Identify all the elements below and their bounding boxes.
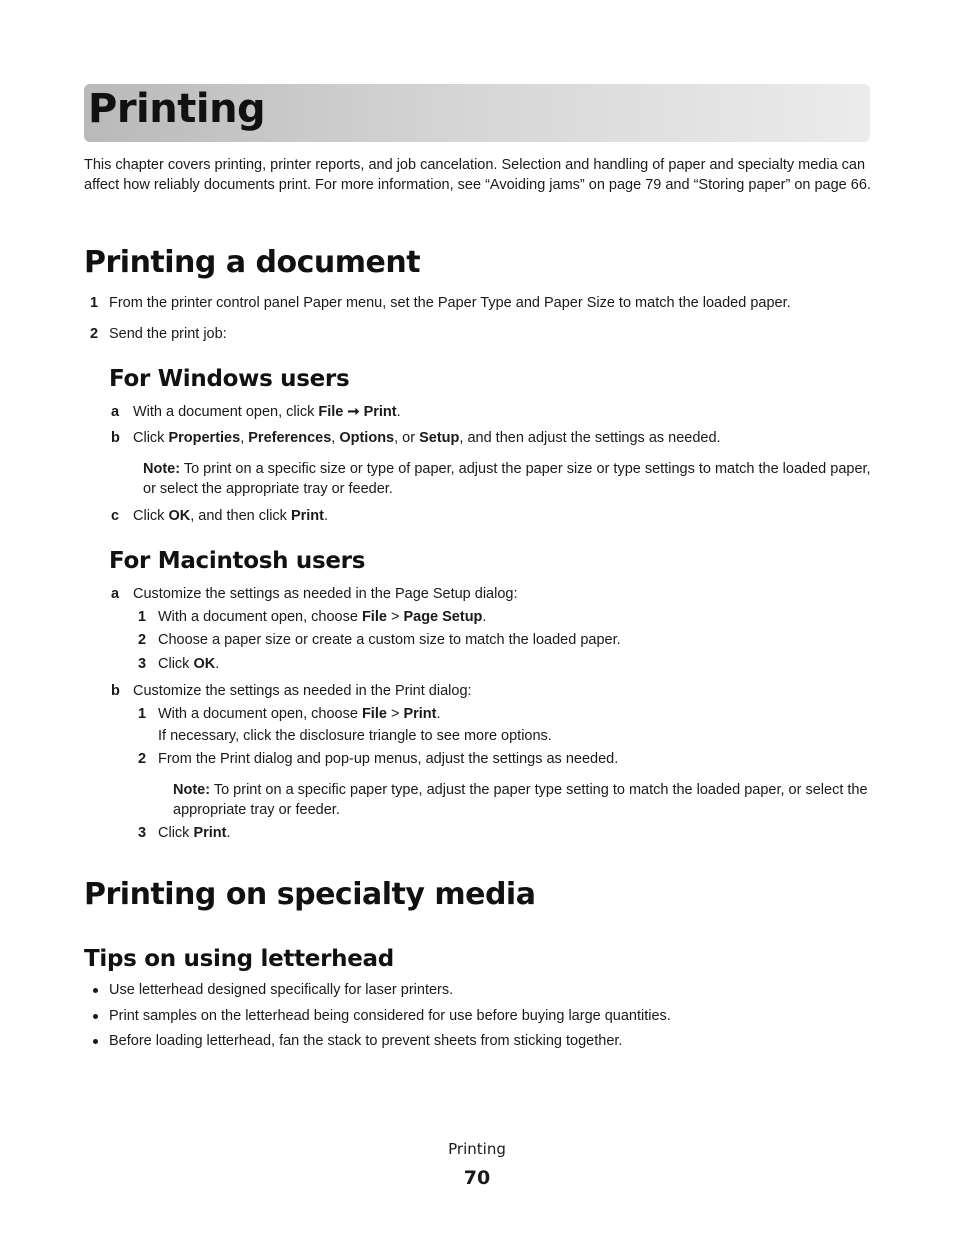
step-text: From the printer control panel Paper menu, set the Paper Type and Paper Size to match the loaded paper. <box>109 295 791 311</box>
list-item: Use letterhead designed specifically for laser printers. <box>109 982 454 998</box>
nested-step-text: Choose a paper size or create a custom size to match the loaded paper. <box>158 632 621 648</box>
list-item: Print samples on the letterhead being considered for use before buying large quantities. <box>109 1008 671 1024</box>
bullet-icon <box>93 988 98 993</box>
arrow-icon: ➞ <box>347 404 360 420</box>
nested-step-text: With a document open, choose File > Print. <box>158 706 441 722</box>
substep-label: a <box>111 404 120 420</box>
nested-step-number: 2 <box>138 751 147 767</box>
subheading-macintosh-users: For Macintosh users <box>109 548 366 574</box>
substep-text: Click Properties, Preferences, Options, or Setup, and then adjust the settings as needed. <box>133 430 721 446</box>
step-number: 1 <box>90 295 99 311</box>
section-heading-printing-document: Printing a document <box>84 245 421 280</box>
bullet-icon <box>93 1014 98 1019</box>
list-item: Before loading letterhead, fan the stack to prevent sheets from sticking together. <box>109 1033 623 1049</box>
subheading-letterhead-tips: Tips on using letterhead <box>84 946 394 972</box>
substep-text: Customize the settings as needed in the Print dialog: <box>133 683 472 699</box>
nested-step-number: 2 <box>138 632 147 648</box>
step-number: 2 <box>90 326 99 342</box>
substep-text: Click OK, and then click Print. <box>133 508 329 524</box>
nested-step-text: From the Print dialog and pop-up menus, adjust the settings as needed. <box>158 751 619 767</box>
bullet-icon <box>93 1039 98 1044</box>
nested-step-text: Click Print. <box>158 825 231 841</box>
footer-chapter-label: Printing <box>448 1140 506 1158</box>
substep-text: Customize the settings as needed in the Page Setup dialog: <box>133 586 518 602</box>
substep-label: b <box>111 430 120 446</box>
page-number: 70 <box>463 1167 491 1189</box>
chapter-title: Printing <box>88 86 266 132</box>
nested-step-number: 3 <box>138 656 147 672</box>
substep-label: c <box>111 508 120 524</box>
note-label: Note: <box>143 461 181 477</box>
nested-step-text: Click OK. <box>158 656 220 672</box>
subheading-windows-users: For Windows users <box>109 366 350 392</box>
nested-step-continuation: If necessary, click the disclosure triangle to see more options. <box>158 728 552 744</box>
nested-step-number: 1 <box>138 706 147 722</box>
section-heading-specialty-media: Printing on specialty media <box>84 877 536 912</box>
nested-step-number: 3 <box>138 825 147 841</box>
note-label: Note: <box>173 782 211 798</box>
chapter-intro: This chapter covers printing, printer reports, and job cancelation. Selection and handling of paper and specialty media can affect how reliably documents print. For more information, see “Avoiding jams” on page 79 and “Storing paper” on page 66. <box>84 157 871 193</box>
substep-text: With a document open, click File ➞ Print. <box>133 404 401 420</box>
step-text: Send the print job: <box>109 326 227 342</box>
substep-label: b <box>111 683 120 699</box>
note: Note: To print on a specific size or type of paper, adjust the paper size or type settings to match the loaded paper, or select the appropriate tray or feeder. <box>143 461 871 497</box>
nested-step-text: With a document open, choose File > Page Setup. <box>158 609 487 625</box>
note: Note: To print on a specific paper type, adjust the paper type setting to match the loaded paper, or select the appropriate tray or feeder. <box>173 782 868 818</box>
nested-step-number: 1 <box>138 609 147 625</box>
substep-label: a <box>111 586 120 602</box>
